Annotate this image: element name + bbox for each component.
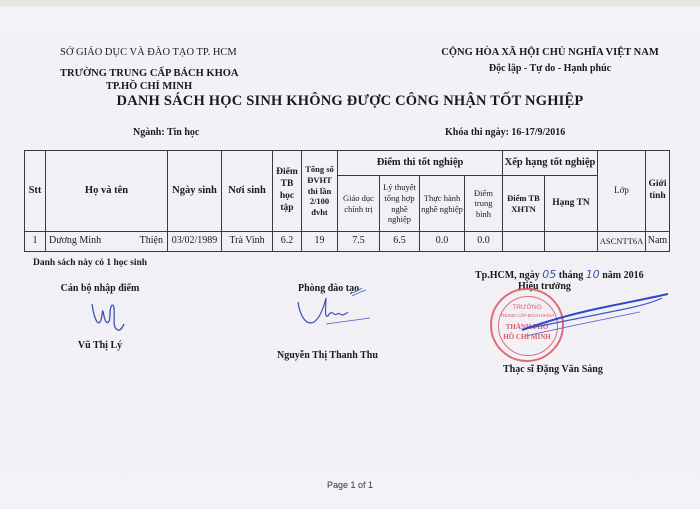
header-birthplace: Nơi sinh: [222, 151, 273, 232]
training-office-signature-icon: [296, 282, 386, 332]
date-month: 10: [585, 268, 600, 281]
header-rank: Hạng TN: [545, 176, 598, 232]
header-rank-score: Điểm TB XHTN: [503, 176, 545, 232]
header-practice: Thực hành nghề nghiệp: [420, 176, 465, 232]
date-month-label: tháng: [558, 270, 584, 281]
cell-stt: 1: [25, 232, 46, 252]
date-prefix: Tp.HCM, ngày: [475, 270, 540, 281]
cell-credits: 19: [302, 232, 338, 252]
header-exam-group: Điểm thi tốt nghiệp: [338, 151, 503, 176]
student-table: [24, 150, 670, 252]
school-city: TP.HỒ CHÍ MINH: [105, 81, 193, 92]
cell-avg: 0.0: [465, 232, 503, 252]
major-label: Ngành: Tin học: [133, 127, 200, 138]
page-number: Page 1 of 1: [326, 480, 374, 490]
school-name: TRƯỜNG TRUNG CẤP BÁCH KHOA: [60, 68, 239, 79]
cell-last-name: Thiện: [139, 235, 163, 247]
date-year: năm 2016: [602, 270, 644, 281]
exam-date-label: Khóa thi ngày: 16-17/9/2016: [445, 127, 566, 138]
cell-first-name: Dương Minh: [49, 235, 102, 247]
signing-date: [475, 268, 644, 281]
cell-rank: [545, 232, 598, 252]
cell-name: [46, 232, 168, 252]
republic-heading: CỘNG HÒA XÃ HỘI CHỦ NGHĨA VIỆT NAM: [441, 47, 659, 58]
stamp-line-4: HỒ CHÍ MINH: [503, 333, 551, 341]
header-gender: Giới tính: [646, 151, 670, 232]
principal-name: Thạc sĩ Đặng Văn Sáng: [503, 364, 603, 375]
department-name: SỞ GIÁO DỤC VÀ ĐÀO TẠO TP. HCM: [60, 47, 237, 58]
training-office-title: Phòng đào tạo: [298, 283, 360, 294]
stamp-line-2: TRUNG CẤP BÁCH KHOA: [500, 314, 554, 319]
cell-class: ASCNTT6A: [598, 232, 646, 252]
scan-edge: [0, 0, 700, 6]
cell-gender: Nam: [646, 232, 670, 252]
header-name: Họ và tên: [46, 151, 168, 232]
national-motto: Độc lập - Tự do - Hạnh phúc: [488, 63, 612, 74]
header-dob: Ngày sinh: [168, 151, 222, 232]
entry-officer-title: Cán bộ nhập điểm: [60, 283, 140, 294]
principal-title: Hiệu trưởng: [518, 281, 571, 292]
header-avg: Điểm trung bình: [465, 176, 503, 232]
document-title: DANH SÁCH HỌC SINH KHÔNG ĐƯỢC CÔNG NHẬN TỐT NGHIỆP: [116, 93, 584, 109]
cell-theory: 6.5: [380, 232, 420, 252]
training-office-name: Nguyễn Thị Thanh Thu: [277, 350, 378, 361]
stamp-line-1: TRƯỜNG: [512, 304, 542, 311]
cell-gpa: 6.2: [273, 232, 302, 252]
entry-officer-signature-icon: [88, 298, 128, 334]
cell-practice: 0.0: [420, 232, 465, 252]
cell-politics: 7.5: [338, 232, 380, 252]
header-rank-group: Xếp hạng tốt nghiệp: [503, 151, 598, 176]
header-credits: Tổng số ĐVHT thi lần 2/100 đvht: [302, 151, 338, 232]
cell-dob: 03/02/1989: [168, 232, 222, 252]
header-theory: Lý thuyết tổng hợp nghề nghiệp: [380, 176, 420, 232]
entry-officer-name: Vũ Thị Lý: [77, 340, 123, 351]
principal-signature-icon: [520, 290, 670, 340]
student-count: Danh sách này có 1 học sinh: [33, 258, 148, 268]
cell-birthplace: Trà Vinh: [222, 232, 273, 252]
stamp-line-3: THÀNH PHỐ: [505, 323, 549, 331]
cell-rank-score: [503, 232, 545, 252]
header-class: Lớp: [598, 151, 646, 232]
header-stt: Stt: [25, 151, 46, 232]
header-politics: Giáo dục chính trị: [338, 176, 380, 232]
header-gpa: Điểm TB học tập: [273, 151, 302, 232]
table-row: [25, 232, 670, 252]
date-day: 05: [542, 268, 557, 281]
